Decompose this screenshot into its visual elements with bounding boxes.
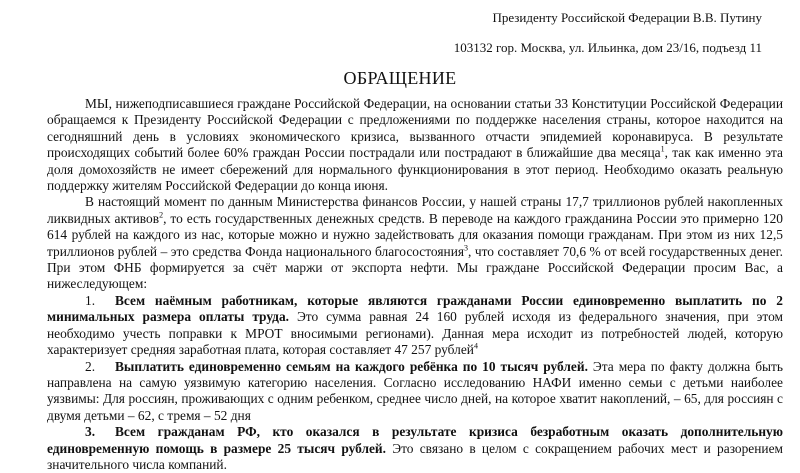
list-number: 2. bbox=[85, 358, 96, 374]
paragraph-text: , то есть государственных денежных средств. В переводе на каждого гражданина России это примерно 120 614 рублей на каждого из нас, которые можно и нужно задействовать для оказания помощи гражданам. При этом из них 12,5 триллионов рублей – это средства Фонда национального благосостояния bbox=[47, 210, 783, 259]
paragraph-text: , что составляет 70,6 % от всей государственных денег. При этом ФНБ формируется за счёт маржи от экспорта нефти. Мы граждане Российской Федерации просим Вас, а нижеследующем: bbox=[47, 243, 783, 292]
list-item-text: Это связано в целом с сокращением рабочих мест и разорением значительного числа компаний. bbox=[47, 440, 783, 472]
list-item-bold: Всем наёмным работникам, которые являются гражданами России единовременно выплатить по 2 минимальных размера оплаты труда. bbox=[47, 292, 783, 325]
paragraph-finance bbox=[47, 194, 783, 292]
list-item-text: Эта мера по факту должна быть направлена на самую уязвимую категорию населения. Согласно исследованию НАФИ именно семьи с детьми наиболее уязвимы: Для россиян, проживающих с одним ребенком, среднее число дней, на которое хватит накоплений, – 65, для россиян с двумя детьми – 62, с тремя – 52 дня bbox=[47, 358, 783, 423]
paragraph-text: МЫ, нижеподписавшиеся граждане Российской Федерации, на основании статьи 33 Конституции Российской Федерации обращаемся к Президенту Российской Федерации с предложениями по поддержке населения страны, которое находится на сегодняшний день в условиях экономического кризиса, вызванного отчасти эпидемией коронавируса. В результате происходящих событий более 60% граждан России пострадали или пострадают в ближайшие два месяца bbox=[47, 96, 783, 161]
footnote-ref: 1 bbox=[660, 144, 665, 154]
list-item-bold: Выплатить единовременно семьям на каждого ребёнка по 10 тысяч рублей. bbox=[115, 358, 588, 374]
footnote-ref: 4 bbox=[473, 341, 478, 351]
list-number: 3. bbox=[85, 424, 96, 440]
address-line: 103132 гор. Москва, ул. Ильинка, дом 23/16, подъезд 11 bbox=[453, 40, 762, 55]
paragraph-text: , так как именно эта доля домохозяйств не имеет сбережений для нормального функционирования в этот период. Необходимо оказать реальную поддержку жителям Российской Федерации до конца июня. bbox=[47, 145, 783, 194]
list-item-1 bbox=[47, 293, 783, 359]
document-body bbox=[47, 96, 783, 473]
list-item-text: Это сумма равная 24 160 рублей исходя из федерального значения, при этом необходимо учесть поправки к МРОТ вносимыми регионами). Данная мера исходит из потребностей людей, которую характеризует средняя заработная плата, которая составляет 47 257 рублей bbox=[47, 309, 783, 358]
list-item-3 bbox=[47, 424, 783, 473]
recipient-line: Президенту Российской Федерации В.В. Путину bbox=[492, 10, 762, 25]
footnote-ref: 2 bbox=[159, 210, 164, 220]
footnote-ref: 3 bbox=[464, 243, 469, 253]
list-item-2 bbox=[47, 359, 783, 425]
document-title: ОБРАЩЕНИЕ bbox=[343, 68, 457, 88]
paragraph-intro bbox=[47, 96, 783, 194]
paragraph-text: В настоящий момент по данным Министерства финансов России, у нашей страны 17,7 триллионов рублей накопленных ликвидных активов bbox=[47, 194, 783, 226]
list-item-bold: Всем гражданам РФ, кто оказался в результате кризиса безработным оказать дополнительную единовременную помощь в размере 25 тысяч рублей. bbox=[47, 424, 783, 456]
list-number: 1. bbox=[85, 292, 96, 308]
